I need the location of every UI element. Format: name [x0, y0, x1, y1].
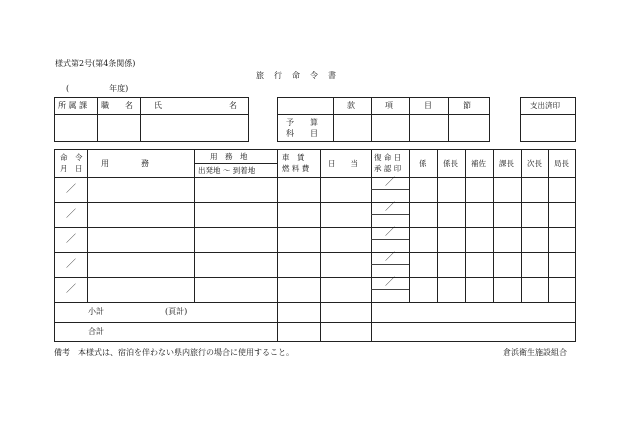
remarks-note: 備考 本様式は、宿泊を伴わない県内旅行の場合に使用すること。 [54, 348, 294, 357]
order-date-slash: ／ [66, 234, 76, 245]
report-date-slash: ／ [385, 227, 395, 238]
purpose-label: 用 務 [101, 159, 149, 168]
affiliation-label: 所 属 課 [58, 101, 88, 110]
paid-stamp-label: 支出済印 [530, 101, 560, 110]
kou-label: 項 [385, 101, 393, 110]
assistant-label: 補佐 [471, 159, 486, 168]
order-date-slash: ／ [66, 259, 76, 270]
subject-label: 科 目 [286, 129, 318, 138]
section-head-label: 課長 [499, 159, 514, 168]
moku-label: 目 [424, 101, 432, 110]
chief-label: 係長 [443, 159, 458, 168]
report-date-label-bottom: 承 認 印 [374, 164, 402, 173]
subtotal-label: 小計 [88, 307, 104, 316]
form-title: 旅 行 命 令 書 [256, 71, 337, 80]
fiscal-year-field: ( 年度) [66, 84, 129, 93]
name-label-first: 氏 [154, 101, 162, 110]
position-label: 職 名 [101, 101, 133, 110]
fare-label-bottom: 燃 料 費 [282, 164, 310, 173]
order-date-slash: ／ [66, 284, 76, 295]
report-date-label-top: 復 命 日 [374, 153, 402, 162]
name-label-last: 名 [229, 101, 237, 110]
destination-label: 用 務 地 [210, 152, 248, 161]
organization-name: 倉浜衛生施設組合 [503, 348, 567, 357]
clerk-label: 係 [419, 159, 427, 168]
form-number: 様式第2号(第4条関係) [55, 59, 136, 68]
deputy-label: 次長 [527, 159, 542, 168]
director-label: 局長 [554, 159, 569, 168]
report-date-slash: ／ [385, 277, 395, 288]
report-date-slash: ／ [385, 252, 395, 263]
fare-label-top: 車 賃 [282, 153, 305, 162]
kan-label: 款 [347, 101, 355, 110]
order-date-label-top: 命 令 [60, 153, 83, 162]
page-total-label: (頁計) [165, 307, 188, 316]
setsu-label: 節 [463, 101, 471, 110]
report-date-slash: ／ [385, 202, 395, 213]
order-date-label-bottom: 月 日 [60, 164, 83, 173]
report-date-slash: ／ [385, 177, 395, 188]
total-label: 合計 [88, 327, 104, 336]
order-date-slash: ／ [66, 184, 76, 195]
budget-label: 予 算 [286, 118, 318, 127]
route-label: 出発地 ～ 到着地 [198, 166, 256, 175]
order-date-slash: ／ [66, 209, 76, 220]
daily-allowance-label: 日 当 [328, 159, 358, 168]
